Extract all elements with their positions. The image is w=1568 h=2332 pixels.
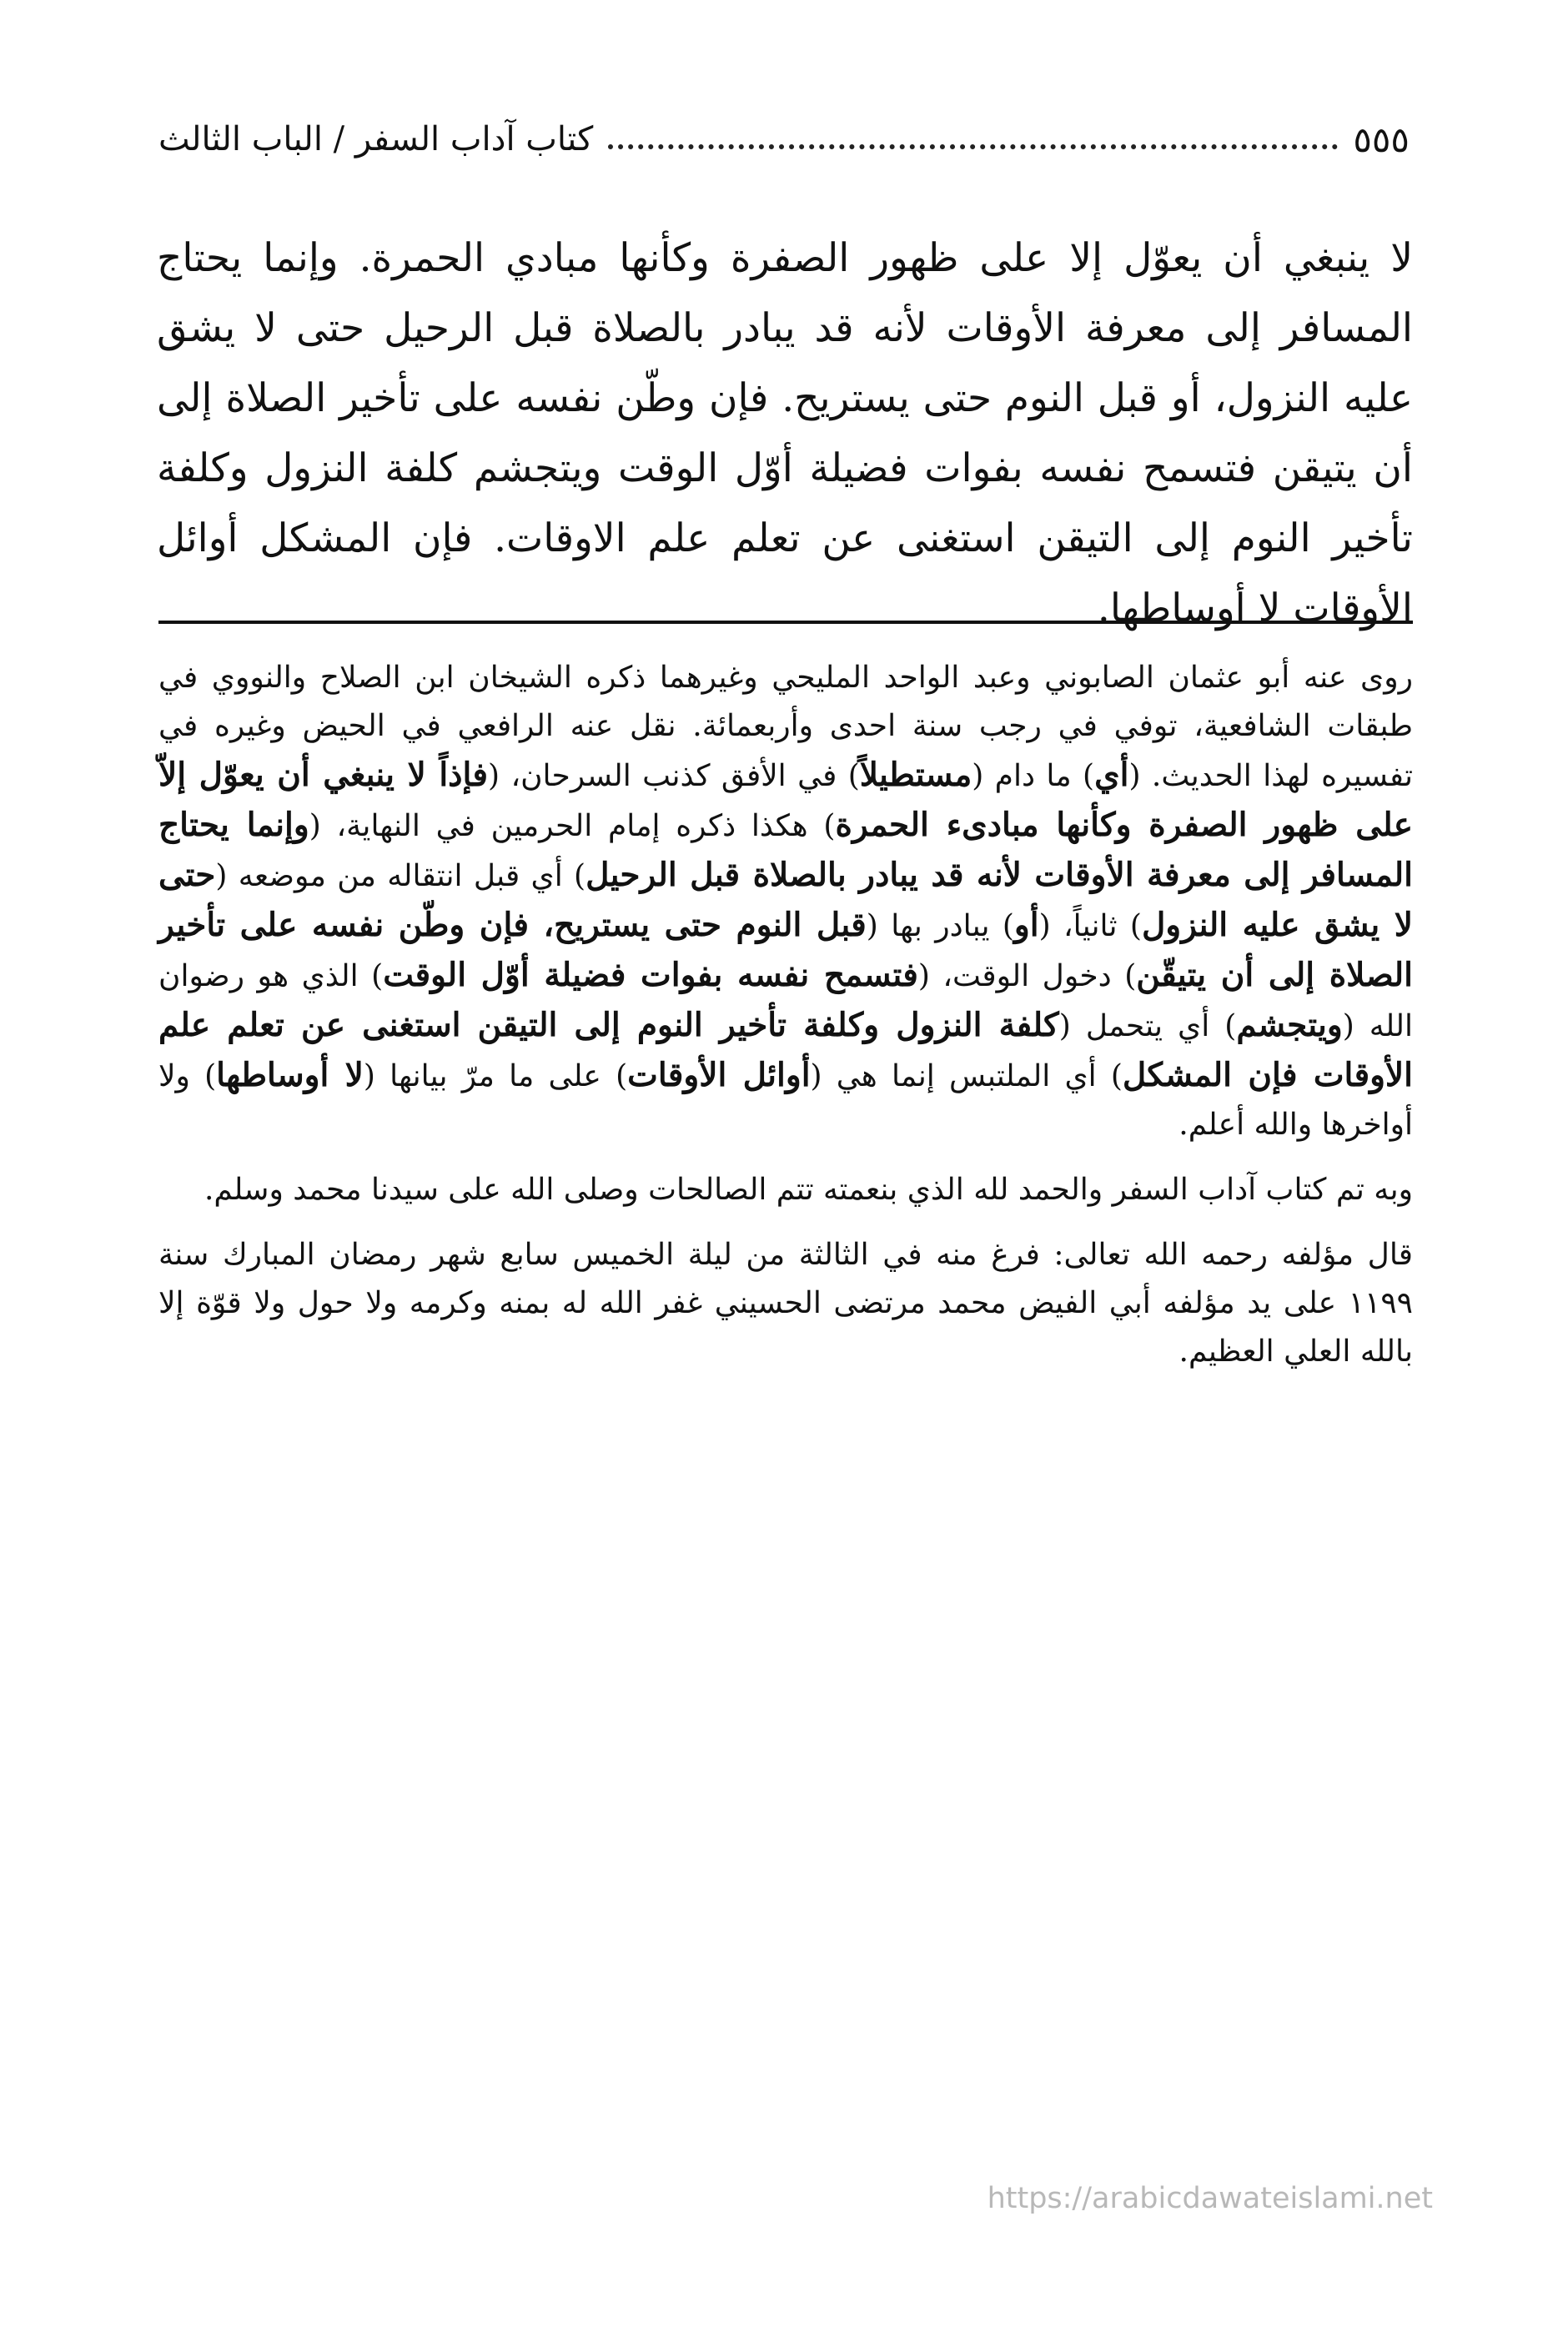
- commentary-text: ) في الأفق كذنب السرحان، (: [488, 759, 860, 793]
- running-header: [158, 110, 1410, 168]
- commentary-text: ) يبادر بها (: [866, 909, 1014, 943]
- quoted-text: أي: [1094, 756, 1129, 794]
- quoted-text: قبل النوم حتى يستريح، فإن وطّن نفسه على تأخير الصلاة إلى أن يتيقّن: [158, 906, 1413, 994]
- quoted-text: وإنما يحتاج المسافر إلى معرفة الأوقات لأنه قد يبادر بالصلاة قبل الرحيل: [158, 806, 1414, 894]
- commentary-text: ) ثانياً، (: [1038, 909, 1142, 943]
- commentary-text: ) ما دام (: [972, 759, 1095, 793]
- header-leader-dots: [608, 144, 1338, 149]
- colophon-paragraph: قال مؤلفه رحمه الله تعالى: فرغ منه في الثالثة من ليلة الخميس سابع شهر رمضان المبارك سنة ١١٩٩ على يد مؤلفه أبي الفيض محمد مرتضى الحسيني غفر الله له بمنه وكرمه ولا حول ولا قوّة إلا بالله العلي العظيم.: [158, 1238, 1413, 1369]
- quoted-text: حتى لا يشق عليه النزول: [158, 856, 1413, 944]
- closing-line: وبه تم كتاب آداب السفر والحمد لله الذي بنعمته تتم الصالحات وصلى الله على سيدنا محمد وسلم.: [204, 1173, 1413, 1207]
- quoted-text: ويتجشم: [1236, 1006, 1343, 1044]
- chapter-title: كتاب آداب السفر / الباب الثالث: [158, 120, 594, 158]
- commentary-text: ) أي الملتبس إنما هي (: [810, 1059, 1123, 1093]
- main-text-block: [157, 224, 1413, 644]
- quoted-text: مستطيلاً: [859, 756, 972, 794]
- commentary-paragraph: [158, 654, 1413, 1149]
- main-paragraph: لا ينبغي أن يعوّل إلا على ظهور الصفرة وكأنها مبادي الحمرة. وإنما يحتاج المسافر إلى معرفة الأوقات لأنه قد يبادر بالصلاة قبل الرحيل حتى لا يشق عليه النزول، أو قبل النوم حتى يستريح. فإن وطّن نفسه على تأخير الصلاة إلى أن يتيقن فتسمح نفسه بفوات فضيلة أوّل الوقت ويتجشم كلفة النزول وكلفة تأخير النوم إلى التيقن استغنى عن تعلم علم الاوقات. فإن المشكل أوائل الأوقات لا أوساطها.: [157, 235, 1413, 631]
- quoted-text: أو: [1013, 906, 1039, 944]
- watermark-url: https://arabicdawateislami.net: [987, 2182, 1433, 2215]
- quoted-text: فتسمح نفسه بفوات فضيلة أوّل الوقت: [383, 956, 918, 994]
- commentary-text: ) هكذا ذكره إمام الحرمين في النهاية، (: [309, 809, 836, 843]
- quoted-text: كلفة النزول وكلفة تأخير النوم إلى التيقن استغنى عن تعلم علم الأوقات فإن المشكل: [158, 1006, 1413, 1094]
- commentary-text: ) ولا أواخرها والله أعلم.: [158, 1059, 1413, 1142]
- quoted-text: لا أوساطها: [216, 1056, 364, 1094]
- commentary-text: روى عنه أبو عثمان الصابوني وعبد الواحد المليحي وغيرهما ذكره الشيخان ابن الصلاح والنووي في طبقات الشافعية، توفي في رجب سنة احدى وأربعمائة. نقل عنه الرافعي في الحيض وغيره في تفسيره لهذا الحديث. (: [158, 661, 1413, 793]
- commentary-text: ) دخول الوقت، (: [917, 959, 1137, 993]
- footnote-separator-rule: [158, 621, 1413, 624]
- commentary-text: ) أي يتحمل (: [1058, 1009, 1237, 1043]
- commentary-text: ) على ما مرّ بيانها (: [363, 1059, 628, 1093]
- page-number: ٥٥٥: [1353, 118, 1410, 160]
- commentary-text: ) الذي هو رضوان الله (: [158, 959, 1413, 1043]
- quoted-text: أوائل الأوقات: [627, 1056, 811, 1094]
- commentary-text: ) أي قبل انتقاله من موضعه (: [215, 859, 586, 893]
- quoted-text: فإذاً لا ينبغي أن يعوّل إلاّ على ظهور الصفرة وكأنها مبادىء الحمرة: [158, 756, 1413, 844]
- commentary-section: [158, 654, 1413, 1393]
